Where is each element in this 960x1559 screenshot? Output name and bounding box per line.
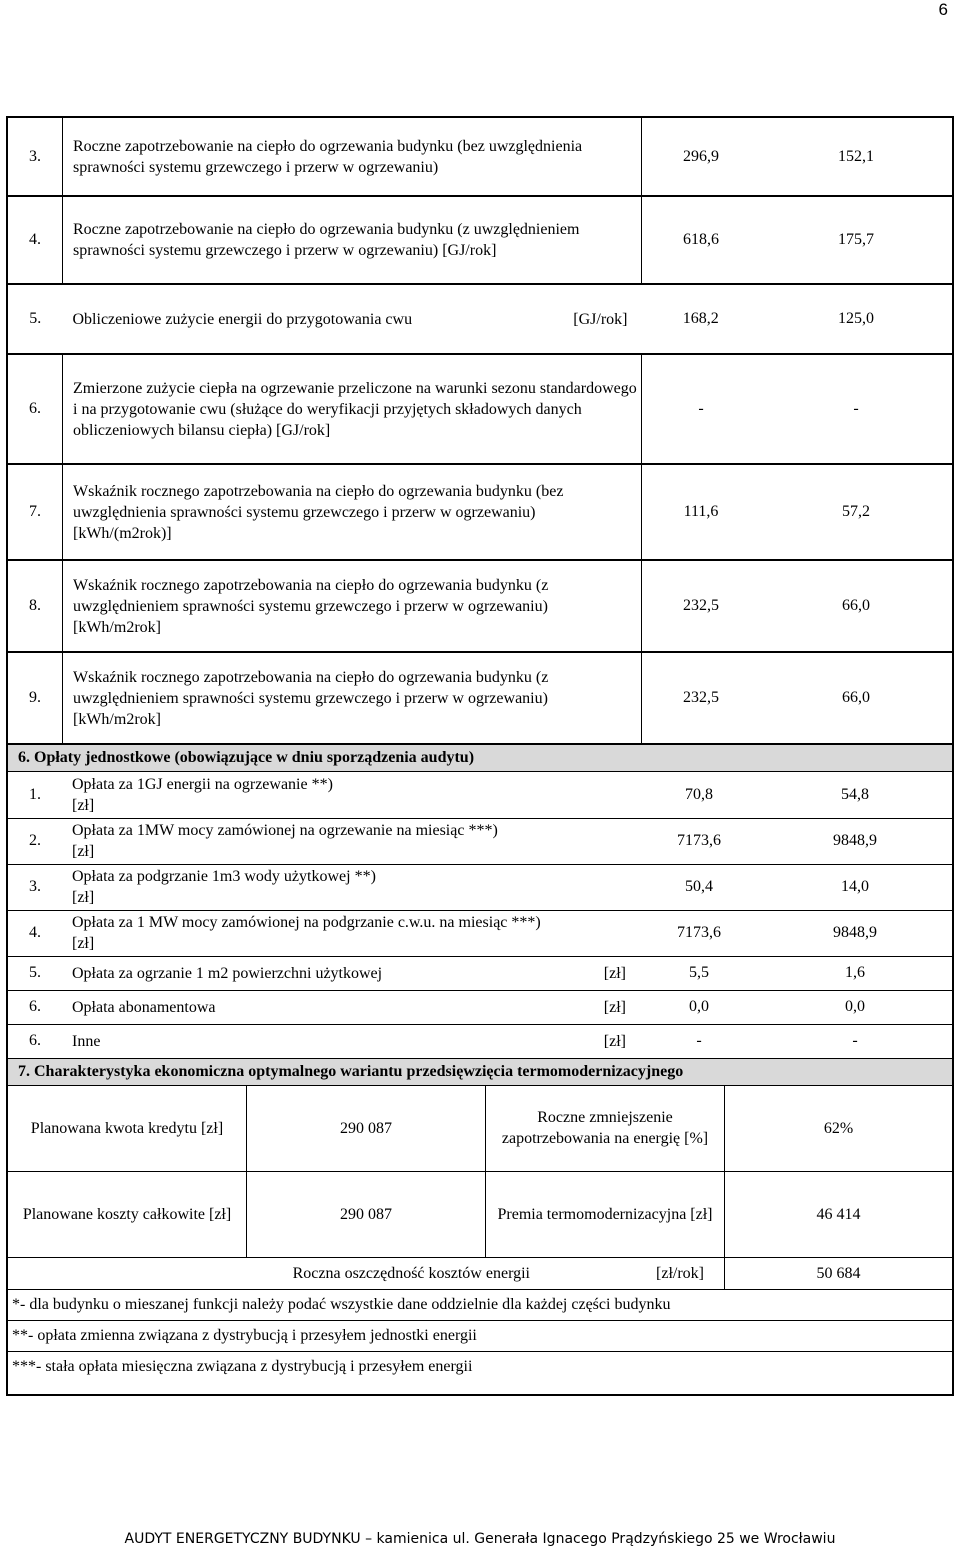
table-row <box>8 652 952 744</box>
value-variant-2: 9848,9 <box>758 910 952 956</box>
row-description-text: Opłata za podgrzanie 1m3 wody użytkowej **) <box>72 868 376 885</box>
row-unit: [zł] <box>603 1032 626 1050</box>
table-row <box>8 196 952 284</box>
savings-label: Roczna oszczędność kosztów energii <box>292 1265 530 1282</box>
premium-value: 46 414 <box>725 1172 953 1258</box>
table-row <box>8 560 952 652</box>
row-number: 3. <box>8 864 62 910</box>
value-variant-1: 7173,6 <box>640 910 758 956</box>
value-variant-1: 0,0 <box>640 990 758 1024</box>
row-description-text: Opłata za ogrzanie 1 m2 powierzchni użytkowej <box>72 964 383 982</box>
table-row <box>8 1172 952 1258</box>
value-variant-2: - <box>758 1024 952 1058</box>
value-variant-1: - <box>640 1024 758 1058</box>
row-description-text: Opłata abonamentowa <box>72 998 216 1016</box>
row-number: 5. <box>8 284 63 354</box>
report-frame <box>6 116 954 1396</box>
value-variant-1: - <box>642 354 761 464</box>
loan-label: Planowana kwota kredytu [zł] <box>8 1086 247 1172</box>
value-variant-2: 66,0 <box>760 560 952 652</box>
table-row <box>8 910 952 956</box>
row-number: 9. <box>8 652 63 744</box>
value-variant-1: 70,8 <box>640 772 758 818</box>
row-unit: [zł] <box>72 843 95 860</box>
value-variant-2: 0,0 <box>758 990 952 1024</box>
row-number: 1. <box>8 772 62 818</box>
table-row <box>8 864 952 910</box>
footnote: *- dla budynku o mieszanej funkcji należy podać wszystkie dane oddzielnie dla każdej części budynku <box>8 1290 952 1321</box>
reduction-label: Roczne zmniejszenie zapotrzebowania na energię [%] <box>486 1086 725 1172</box>
unit-charges-table <box>8 772 952 1059</box>
row-number: 5. <box>8 956 62 990</box>
value-variant-1: 50,4 <box>640 864 758 910</box>
row-description <box>62 864 640 910</box>
value-variant-1: 232,5 <box>642 652 761 744</box>
row-unit: [GJ/rok] <box>573 310 628 328</box>
section-6-heading: 6. Opłaty jednostkowe (obowiązujące w dniu sporządzenia audytu) <box>8 745 952 772</box>
energy-demand-table <box>8 118 952 745</box>
table-row <box>8 818 952 864</box>
footnote: ***- stała opłata miesięczna związana z dystrybucją i przesyłem energii <box>12 1358 473 1375</box>
footnote-row <box>8 1321 952 1352</box>
value-variant-2: 66,0 <box>760 652 952 744</box>
row-description: Roczne zapotrzebowanie na ciepło do ogrzewania budynku (bez uwzględnienia sprawności systemu grzewczego i przerw w ogrzewaniu) <box>63 118 642 196</box>
row-description: Wskaźnik rocznego zapotrzebowania na ciepło do ogrzewania budynku (z uwzględnieniem sprawności systemu grzewczego i przerw w ogrzewaniu) [kWh/m2rok] <box>63 560 642 652</box>
footnote: **- opłata zmienna związana z dystrybucją i przesyłem jednostki energii <box>8 1321 952 1352</box>
row-description <box>62 818 640 864</box>
value-variant-2: 9848,9 <box>758 818 952 864</box>
row-description: Wskaźnik rocznego zapotrzebowania na ciepło do ogrzewania budynku (bez uwzględnienia sprawności systemu grzewczego i przerw w ogrzewaniu) [kWh/(m2rok)] <box>63 464 642 560</box>
footnote-row <box>8 1352 952 1383</box>
table-row <box>8 990 952 1024</box>
row-description <box>62 910 640 956</box>
page-number: 6 <box>938 0 948 19</box>
row-description <box>62 772 640 818</box>
value-variant-1: 7173,6 <box>640 818 758 864</box>
value-variant-2: 14,0 <box>758 864 952 910</box>
row-description: Zmierzone zużycie ciepła na ogrzewanie przeliczone na warunki sezonu standardowego i na przygotowanie cwu (służące do weryfikacji przyjętych składowych danych obliczeniowych bilansu ciepła) [GJ/rok] <box>63 354 642 464</box>
table-row <box>8 956 952 990</box>
row-number: 4. <box>8 196 63 284</box>
cost-label: Planowane koszty całkowite [zł] <box>8 1172 247 1258</box>
row-description-text: Opłata za 1MW mocy zamówionej na ogrzewanie na miesiąc ***) <box>72 822 498 839</box>
value-variant-2: 1,6 <box>758 956 952 990</box>
row-description <box>62 1024 640 1058</box>
value-variant-1: 296,9 <box>642 118 761 196</box>
row-unit: [zł] <box>72 935 95 952</box>
table-row <box>8 1024 952 1058</box>
row-number: 2. <box>8 818 62 864</box>
table-row <box>8 1258 952 1290</box>
row-number: 3. <box>8 118 63 196</box>
value-variant-2: 175,7 <box>760 196 952 284</box>
value-variant-2: 54,8 <box>758 772 952 818</box>
row-description: Wskaźnik rocznego zapotrzebowania na ciepło do ogrzewania budynku (z uwzględnieniem sprawności systemu grzewczego i przerw w ogrzewaniu) [kWh/m2rok] <box>63 652 642 744</box>
value-variant-2: - <box>760 354 952 464</box>
savings-label-cell <box>8 1258 725 1290</box>
row-number: 6. <box>8 1024 62 1058</box>
value-variant-1: 111,6 <box>642 464 761 560</box>
table-row <box>8 1086 952 1172</box>
row-unit: [zł] <box>72 889 95 906</box>
table-row <box>8 118 952 196</box>
table-row <box>8 464 952 560</box>
row-unit: [zł] <box>72 796 95 814</box>
value-variant-1: 5,5 <box>640 956 758 990</box>
cost-value: 290 087 <box>247 1172 486 1258</box>
row-number: 8. <box>8 560 63 652</box>
page-footer: AUDYT ENERGETYCZNY BUDYNKU – kamienica ul. Generała Ignacego Prądzyńskiego 25 we Wrocławiu <box>124 1531 836 1547</box>
row-number: 6. <box>8 990 62 1024</box>
row-unit: [zł] <box>603 998 626 1016</box>
row-unit: [zł] <box>603 964 626 982</box>
economic-summary-table <box>8 1086 952 1291</box>
row-description: Roczne zapotrzebowanie na ciepło do ogrzewania budynku (z uwzględnieniem sprawności systemu grzewczego i przerw w ogrzewaniu) [GJ/rok] <box>63 196 642 284</box>
row-description-text: Opłata za 1 MW mocy zamówionej na podgrzanie c.w.u. na miesiąc ***) <box>72 914 541 931</box>
row-description <box>62 990 640 1024</box>
row-description <box>62 956 640 990</box>
value-variant-1: 168,2 <box>642 284 761 354</box>
row-description-text: Inne <box>72 1032 101 1050</box>
table-row <box>8 284 952 354</box>
reduction-value: 62% <box>725 1086 953 1172</box>
value-variant-2: 57,2 <box>760 464 952 560</box>
row-number: 7. <box>8 464 63 560</box>
loan-value: 290 087 <box>247 1086 486 1172</box>
value-variant-1: 232,5 <box>642 560 761 652</box>
premium-label: Premia termomodernizacyjna [zł] <box>486 1172 725 1258</box>
value-variant-1: 618,6 <box>642 196 761 284</box>
row-number: 4. <box>8 910 62 956</box>
table-row <box>8 354 952 464</box>
value-variant-2: 125,0 <box>760 284 952 354</box>
table-row <box>8 772 952 818</box>
row-number: 6. <box>8 354 63 464</box>
row-description-text: Opłata za 1GJ energii na ogrzewanie **) <box>72 775 333 793</box>
savings-value: 50 684 <box>725 1258 953 1290</box>
section-7-heading: 7. Charakterystyka ekonomiczna optymalnego wariantu przedsięwzięcia termomodernizacyjnego <box>8 1059 952 1086</box>
row-description <box>63 284 642 354</box>
footnotes <box>8 1290 952 1382</box>
value-variant-2: 152,1 <box>760 118 952 196</box>
footnote-row <box>8 1290 952 1321</box>
savings-unit: [zł/rok] <box>656 1265 704 1282</box>
row-description-text: Obliczeniowe zużycie energii do przygotowania cwu <box>72 310 413 328</box>
